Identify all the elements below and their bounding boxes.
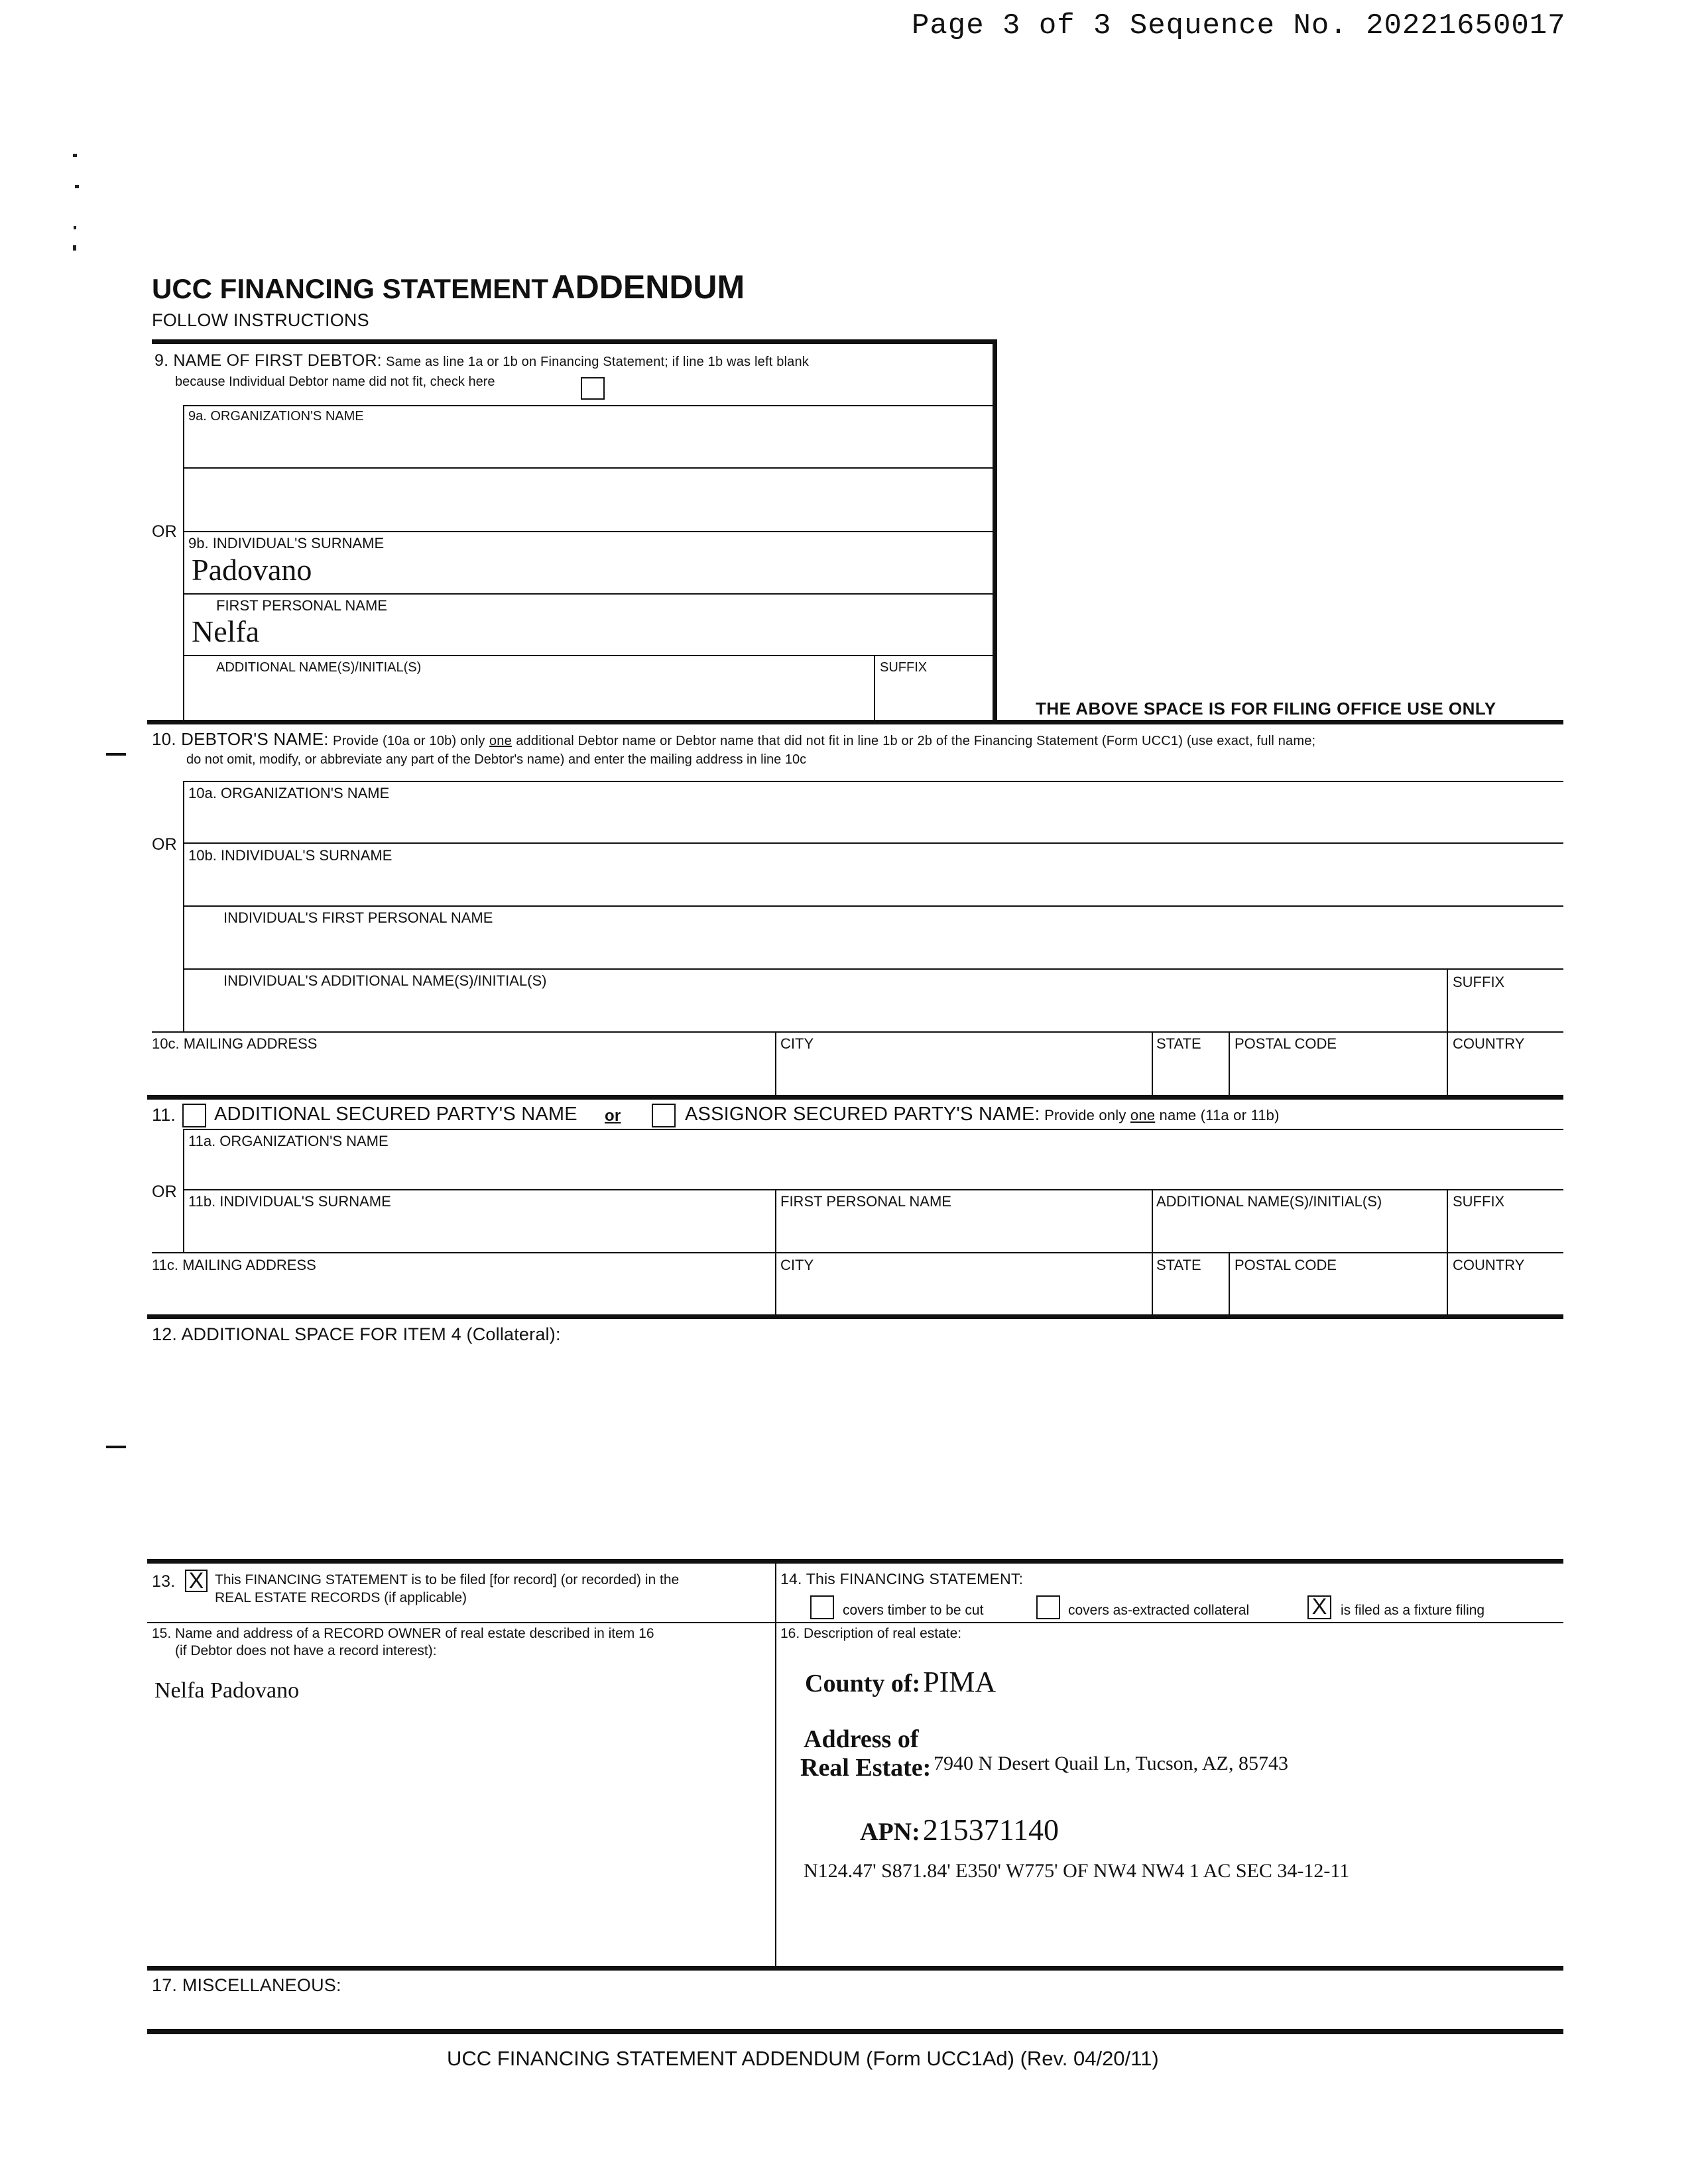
item11-assignor-checkbox[interactable]	[652, 1104, 676, 1127]
item11b-label: 11b. INDIVIDUAL'S SURNAME	[188, 1193, 391, 1210]
item11c-state-label: STATE	[1156, 1257, 1201, 1273]
item14-fixture-label: is filed as a fixture filing	[1341, 1603, 1485, 1618]
form-footer: UCC FINANCING STATEMENT ADDENDUM (Form UCC1Ad) (Rev. 04/20/11)	[447, 2047, 1159, 2070]
item16-legal-description: N124.47' S871.84' E350' W775' OF NW4 NW4 1 AC SEC 34-12-11	[804, 1860, 1350, 1882]
item16-address-label1: Address of	[804, 1725, 919, 1753]
item11b-suffix-divider	[1447, 1189, 1448, 1253]
follow-instructions: FOLLOW INSTRUCTIONS	[152, 310, 369, 330]
item10c-country-divider	[1447, 1031, 1448, 1096]
item9-top-border	[152, 339, 997, 344]
item10c-label: 10c. MAILING ADDRESS	[152, 1035, 318, 1052]
item10b-label: 10b. INDIVIDUAL'S SURNAME	[188, 847, 393, 864]
margin-mark	[73, 245, 76, 251]
item14-fixture-checkbox[interactable]: X	[1307, 1595, 1331, 1619]
item11-top-border	[147, 1095, 1563, 1100]
item10-inner-left-border	[183, 781, 184, 1033]
item14-extracted-checkbox[interactable]	[1036, 1595, 1060, 1619]
item17-top-border	[147, 1966, 1563, 1971]
margin-mark	[74, 226, 76, 229]
item11-inner-left-border	[183, 1129, 184, 1253]
item10b-bottom-line	[183, 905, 1563, 907]
item14-label: 14. This FINANCING STATEMENT:	[780, 1570, 1024, 1587]
item9b-surname-value: Padovano	[192, 553, 312, 587]
item12-top-border	[147, 1314, 1563, 1319]
item16-county-label: County of:	[805, 1670, 921, 1697]
item15-owner-value: Nelfa Padovano	[154, 1678, 300, 1703]
item16-address-value: 7940 N Desert Quail Ln, Tucson, AZ, 85743	[934, 1753, 1288, 1774]
item11-or-label: OR	[152, 1182, 177, 1201]
item10c-city-label: CITY	[780, 1035, 814, 1052]
item10a-label: 10a. ORGANIZATION'S NAME	[188, 785, 390, 801]
item13-text2: REAL ESTATE RECORDS (if applicable)	[215, 1590, 467, 1605]
item10-suffix-divider	[1447, 968, 1448, 1033]
item9a-bottom-line	[183, 531, 993, 532]
item9-heading-desc: Same as line 1a or 1b on Financing Statement; if line 1b was left blank	[386, 355, 810, 369]
filing-office-note: THE ABOVE SPACE IS FOR FILING OFFICE USE ONLY	[1036, 699, 1496, 718]
item11b-bottom-line	[152, 1252, 1563, 1253]
item16-apn	[860, 1812, 1059, 1847]
item11b-suffix-label: SUFFIX	[1453, 1193, 1505, 1210]
item10a-bottom-line	[183, 842, 1563, 844]
item10c-country-label: COUNTRY	[1453, 1035, 1525, 1052]
item10-desc-a: Provide (10a or 10b) only	[333, 734, 485, 748]
item9-check-box[interactable]	[581, 377, 605, 400]
item10-or-label: OR	[152, 835, 177, 854]
item11b-additional-label: ADDITIONAL NAME(S)/INITIAL(S)	[1156, 1193, 1382, 1210]
item11-provide-one: one	[1130, 1107, 1156, 1123]
item10c-city-divider	[775, 1031, 776, 1096]
item10-top-border	[147, 720, 1563, 724]
item16-county	[805, 1665, 996, 1699]
item17-label: 17. MISCELLANEOUS:	[152, 1975, 341, 1995]
item9-heading	[154, 351, 809, 371]
item11c-city-divider	[775, 1252, 776, 1316]
item9-heading-desc2: because Individual Debtor name did not fit, check here	[175, 374, 495, 389]
item11-additional-checkbox[interactable]	[182, 1104, 206, 1127]
item10-suffix-label: SUFFIX	[1453, 974, 1505, 990]
item9-first-bottom-line	[183, 655, 993, 656]
item10-heading	[152, 729, 1315, 750]
item15-label2: (if Debtor does not have a record interest):	[175, 1643, 437, 1658]
item11c-country-label: COUNTRY	[1453, 1257, 1525, 1273]
item9-first-name-value: Nelfa	[192, 614, 260, 648]
item9b-bottom-line	[183, 593, 993, 595]
item14-extracted-label: covers as-extracted collateral	[1068, 1603, 1250, 1618]
item11c-postal-label: POSTAL CODE	[1235, 1257, 1337, 1273]
item10-first-name-label: INDIVIDUAL'S FIRST PERSONAL NAME	[223, 909, 493, 926]
item13-checkbox[interactable]: X	[185, 1570, 208, 1592]
item11a-label: 11a. ORGANIZATION'S NAME	[188, 1133, 389, 1149]
form-title-suffix: ADDENDUM	[551, 268, 745, 306]
item15-label1: 15. Name and address of a RECORD OWNER of real estate described in item 16	[152, 1626, 654, 1641]
item11b-additional-divider	[1152, 1189, 1153, 1253]
item13-top-border	[147, 1559, 1563, 1564]
form-bottom-border	[147, 2029, 1563, 2034]
item11c-country-divider	[1447, 1252, 1448, 1316]
item9-first-name-label: FIRST PERSONAL NAME	[216, 597, 387, 614]
item11c-state-divider	[1152, 1252, 1153, 1316]
item10-additional-bottom-line	[152, 1031, 1563, 1033]
item10-first-bottom-line	[183, 968, 1563, 970]
item11-or-word: or	[605, 1107, 621, 1125]
item13-14-divider	[775, 1564, 776, 1969]
item16-label: 16. Description of real estate:	[780, 1626, 962, 1641]
item11b-first-label: FIRST PERSONAL NAME	[780, 1193, 951, 1210]
item11a-top-line	[183, 1129, 1563, 1130]
item9b-label: 9b. INDIVIDUAL'S SURNAME	[188, 535, 385, 551]
item11-assignor-text: ASSIGNOR SECURED PARTY'S NAME:	[685, 1104, 1040, 1125]
item10c-postal-divider	[1229, 1031, 1230, 1096]
item9-suffix-divider	[874, 655, 875, 720]
item16-apn-value: 215371140	[922, 1813, 1059, 1847]
item12-label: 12. ADDITIONAL SPACE FOR ITEM 4 (Collateral):	[152, 1324, 561, 1344]
item9a-top-line	[183, 405, 993, 406]
item10-heading-main: 10. DEBTOR'S NAME:	[152, 729, 329, 749]
item9-inner-left-border	[183, 405, 184, 720]
item10-desc-b: additional Debtor name or Debtor name that did not fit in line 1b or 2b of the Financing Statement (Form UCC1) (use exact, full name;	[516, 734, 1316, 748]
item11-provide-b: name (11a or 11b)	[1159, 1107, 1280, 1123]
item11-assignor-label	[685, 1104, 1280, 1125]
item10-heading-desc2: do not omit, modify, or abbreviate any part of the Debtor's name) and enter the mailing address in line 10c	[186, 752, 807, 767]
item10c-state-label: STATE	[1156, 1035, 1201, 1052]
item10-desc-one: one	[489, 734, 512, 748]
item13-text1: This FINANCING STATEMENT is to be filed [for record] (or recorded) in the	[215, 1572, 680, 1587]
item11c-label: 11c. MAILING ADDRESS	[152, 1257, 316, 1273]
item10-additional-label: INDIVIDUAL'S ADDITIONAL NAME(S)/INITIAL(S)	[223, 972, 547, 989]
item10c-postal-label: POSTAL CODE	[1235, 1035, 1337, 1052]
item9-or-label: OR	[152, 522, 177, 541]
item9-heading-main: 9. NAME OF FIRST DEBTOR:	[154, 351, 382, 370]
item13-number: 13.	[152, 1572, 176, 1591]
margin-mark	[73, 154, 77, 157]
margin-dash	[106, 753, 126, 756]
item9-right-border	[993, 339, 997, 720]
item9a-mid-line	[183, 467, 993, 469]
item16-apn-label: APN:	[860, 1818, 920, 1846]
margin-mark	[75, 185, 79, 188]
form-title-prefix: UCC FINANCING STATEMENT	[152, 273, 549, 304]
page-sequence-header: Page 3 of 3 Sequence No. 20221650017	[912, 9, 1566, 42]
item9-additional-label: ADDITIONAL NAME(S)/INITIAL(S)	[216, 660, 422, 675]
item16-address-label2: Real Estate:	[800, 1754, 932, 1782]
item11a-bottom-line	[183, 1189, 1563, 1190]
item15-top-line	[147, 1622, 1563, 1623]
item11c-postal-divider	[1229, 1252, 1230, 1316]
item11-provide-a: Provide only	[1044, 1107, 1126, 1123]
item11-additional-label: ADDITIONAL SECURED PARTY'S NAME	[214, 1104, 577, 1125]
item14-timber-label: covers timber to be cut	[843, 1603, 984, 1618]
item10c-state-divider	[1152, 1031, 1153, 1096]
item11b-first-divider	[775, 1189, 776, 1253]
item10a-top-line	[183, 781, 1563, 782]
form-title	[152, 268, 745, 306]
item9a-label: 9a. ORGANIZATION'S NAME	[188, 409, 364, 424]
margin-dash	[106, 1446, 126, 1448]
item14-timber-checkbox[interactable]	[810, 1595, 834, 1619]
item16-county-value: PIMA	[923, 1666, 997, 1698]
item9-suffix-label: SUFFIX	[880, 660, 928, 675]
item11-number: 11.	[152, 1105, 176, 1125]
item11c-city-label: CITY	[780, 1257, 814, 1273]
